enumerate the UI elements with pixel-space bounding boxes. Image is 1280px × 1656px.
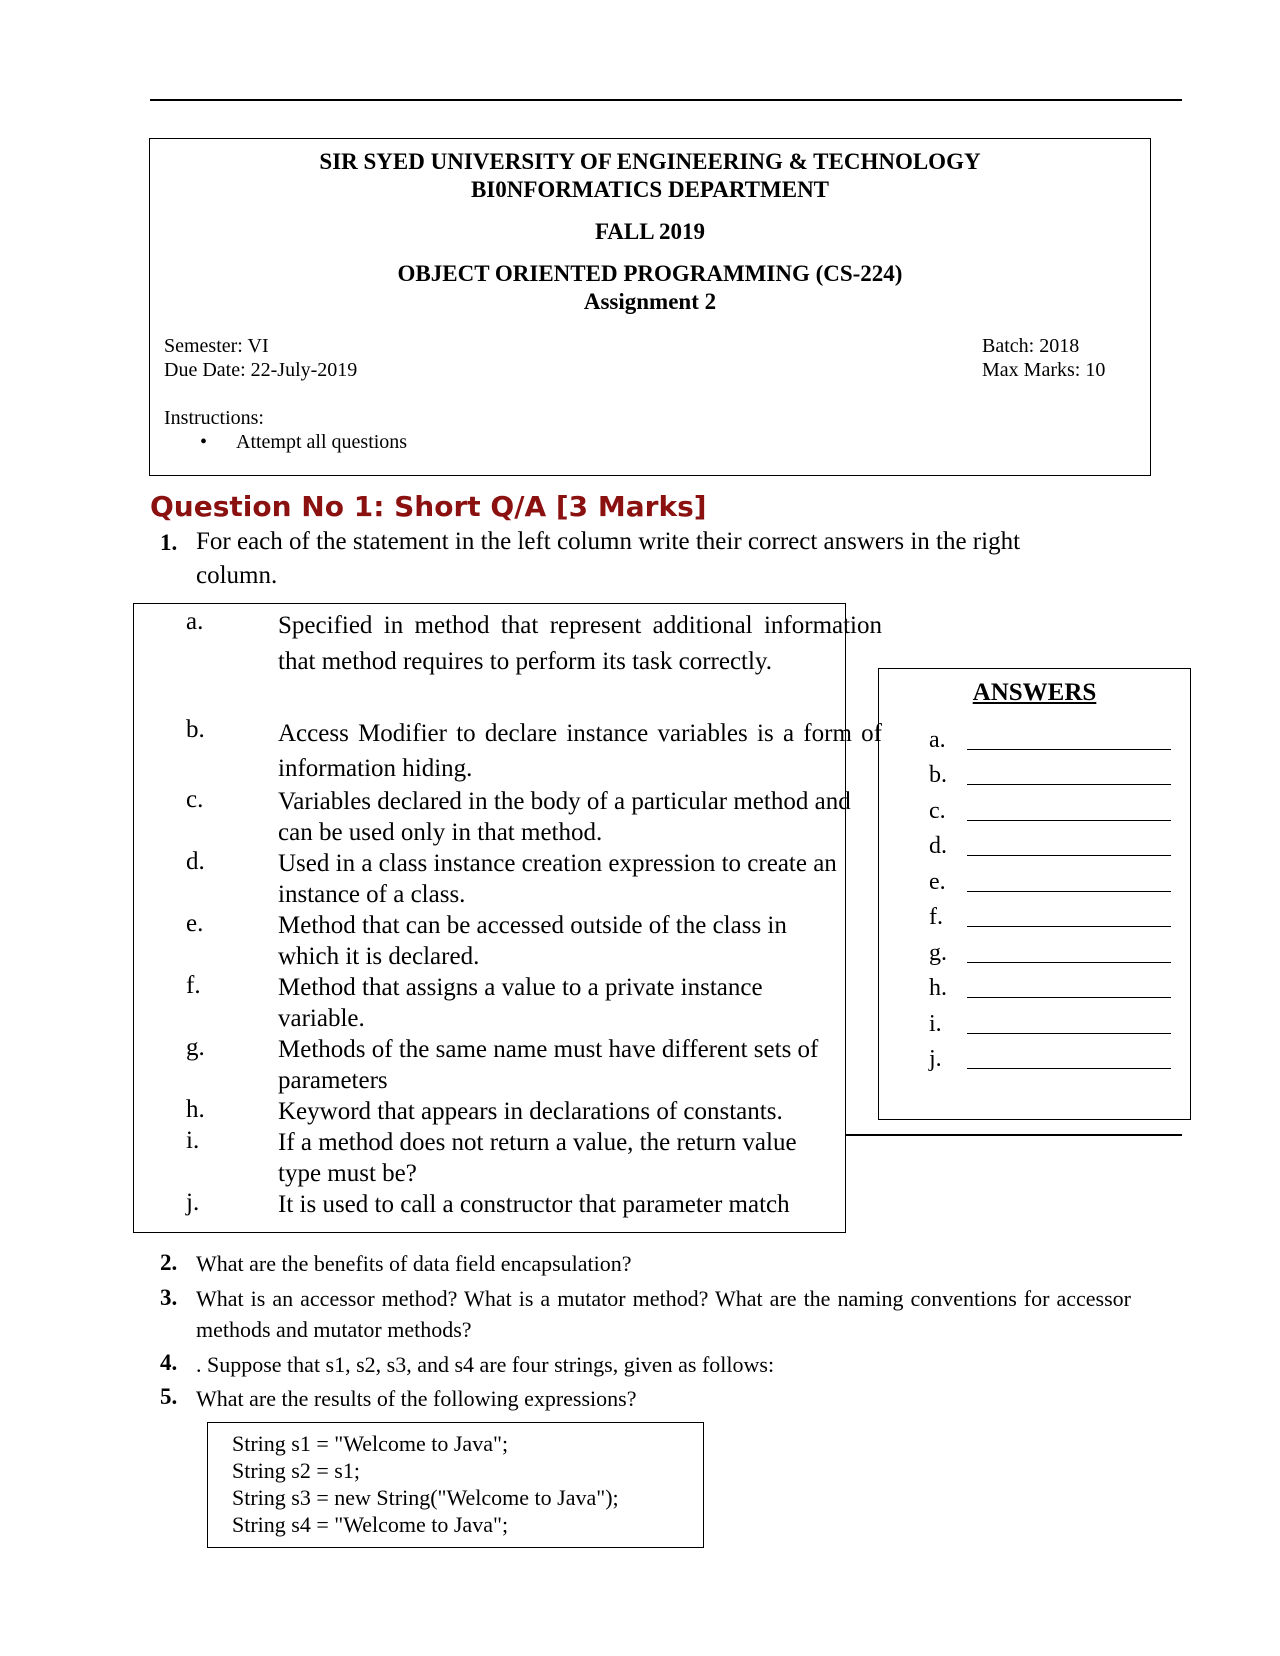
question-1-number: 1. (160, 530, 178, 555)
answer-blank[interactable] (967, 891, 1171, 892)
top-rule (150, 99, 1182, 101)
code-line: String s1 = "Welcome to Java"; (232, 1431, 509, 1456)
question-4-text: . Suppose that s1, s2, s3, and s4 are four strings, given as follows: (196, 1352, 775, 1377)
department-name: BI0NFORMATICS DEPARTMENT (470, 177, 830, 202)
statements-box: a. Specified in method that represent additional information that method requires to perform its task correctly. b. Access Modifier to declare instance variables is a form of information hiding. c. Variables declared in the body of a particular method and can be used only in that method. d. Used in a class instance creation expression to create an instance of a class. e. Method that can be accessed outside of the class in which it is declared. f. Method that assigns a value to a private instance variable. g. Methods of the same name must have different sets of parameters h. Keyword that appears in declarations of constants. i. If a method does not return a value, the return value type must be? j. It is used to call a constructor that parameter match (133, 603, 846, 1233)
question-5-text: What are the results of the following expressions? (196, 1386, 637, 1411)
code-line: String s2 = s1; (232, 1458, 360, 1483)
answer-row-a[interactable]: a. (929, 727, 946, 754)
answer-row-h[interactable]: h. (929, 975, 947, 1002)
max-marks: Max Marks: 10 (982, 359, 1106, 381)
question-2-text: What are the benefits of data field encapsulation? (196, 1251, 632, 1276)
course-title: OBJECT ORIENTED PROGRAMMING (CS-224) (397, 261, 903, 286)
code-line: String s3 = new String("Welcome to Java"); (232, 1485, 619, 1510)
instruction-item: Attempt all questions (236, 431, 408, 453)
batch: Batch: 2018 (982, 335, 1080, 357)
answer-blank[interactable] (967, 1068, 1171, 1069)
answer-row-j[interactable]: j. (929, 1046, 942, 1073)
section-rule (846, 1134, 1182, 1136)
due-date: Due Date: 22-July-2019 (164, 359, 358, 381)
code-line: String s4 = "Welcome to Java"; (232, 1512, 509, 1537)
answer-row-g[interactable]: g. (929, 940, 947, 967)
answer-row-e[interactable]: e. (929, 869, 946, 896)
answer-blank[interactable] (967, 926, 1171, 927)
answers-title: ANSWERS (972, 679, 1097, 706)
answers-box (878, 668, 1191, 1120)
answer-blank[interactable] (967, 997, 1171, 998)
semester: Semester: VI (164, 335, 269, 357)
question-1-title: Question No 1: Short Q/A [3 Marks] (150, 490, 707, 523)
question-2-number: 2. (160, 1250, 178, 1275)
answer-row-c[interactable]: c. (929, 798, 946, 825)
answer-blank[interactable] (967, 820, 1171, 821)
answer-blank[interactable] (967, 784, 1171, 785)
answer-row-i[interactable]: i. (929, 1011, 942, 1038)
question-1-text: For each of the statement in the left column write their correct answers in the right column. (196, 528, 1021, 589)
answer-blank[interactable] (967, 1033, 1171, 1034)
question-4-number: 4. (160, 1350, 178, 1375)
answer-blank[interactable] (967, 962, 1171, 963)
code-box (207, 1422, 704, 1548)
question-5-number: 5. (160, 1384, 178, 1409)
instructions-label: Instructions: (164, 407, 264, 429)
answer-row-d[interactable]: d. (929, 833, 947, 860)
assignment-title: Assignment 2 (583, 289, 717, 314)
answer-row-b[interactable]: b. (929, 762, 947, 789)
university-name: SIR SYED UNIVERSITY OF ENGINEERING & TECHNOLOGY (319, 149, 981, 174)
answer-blank[interactable] (967, 749, 1171, 750)
header-box (149, 138, 1151, 476)
bullet-icon: • (200, 431, 208, 453)
answer-row-f[interactable]: f. (929, 904, 943, 931)
answer-blank[interactable] (967, 855, 1171, 856)
term: FALL 2019 (594, 219, 706, 244)
question-3-text: What is an accessor method? What is a mutator method? What are the naming conventions for accessor methods and mutator methods? (196, 1286, 1131, 1342)
question-3-number: 3. (160, 1285, 178, 1310)
